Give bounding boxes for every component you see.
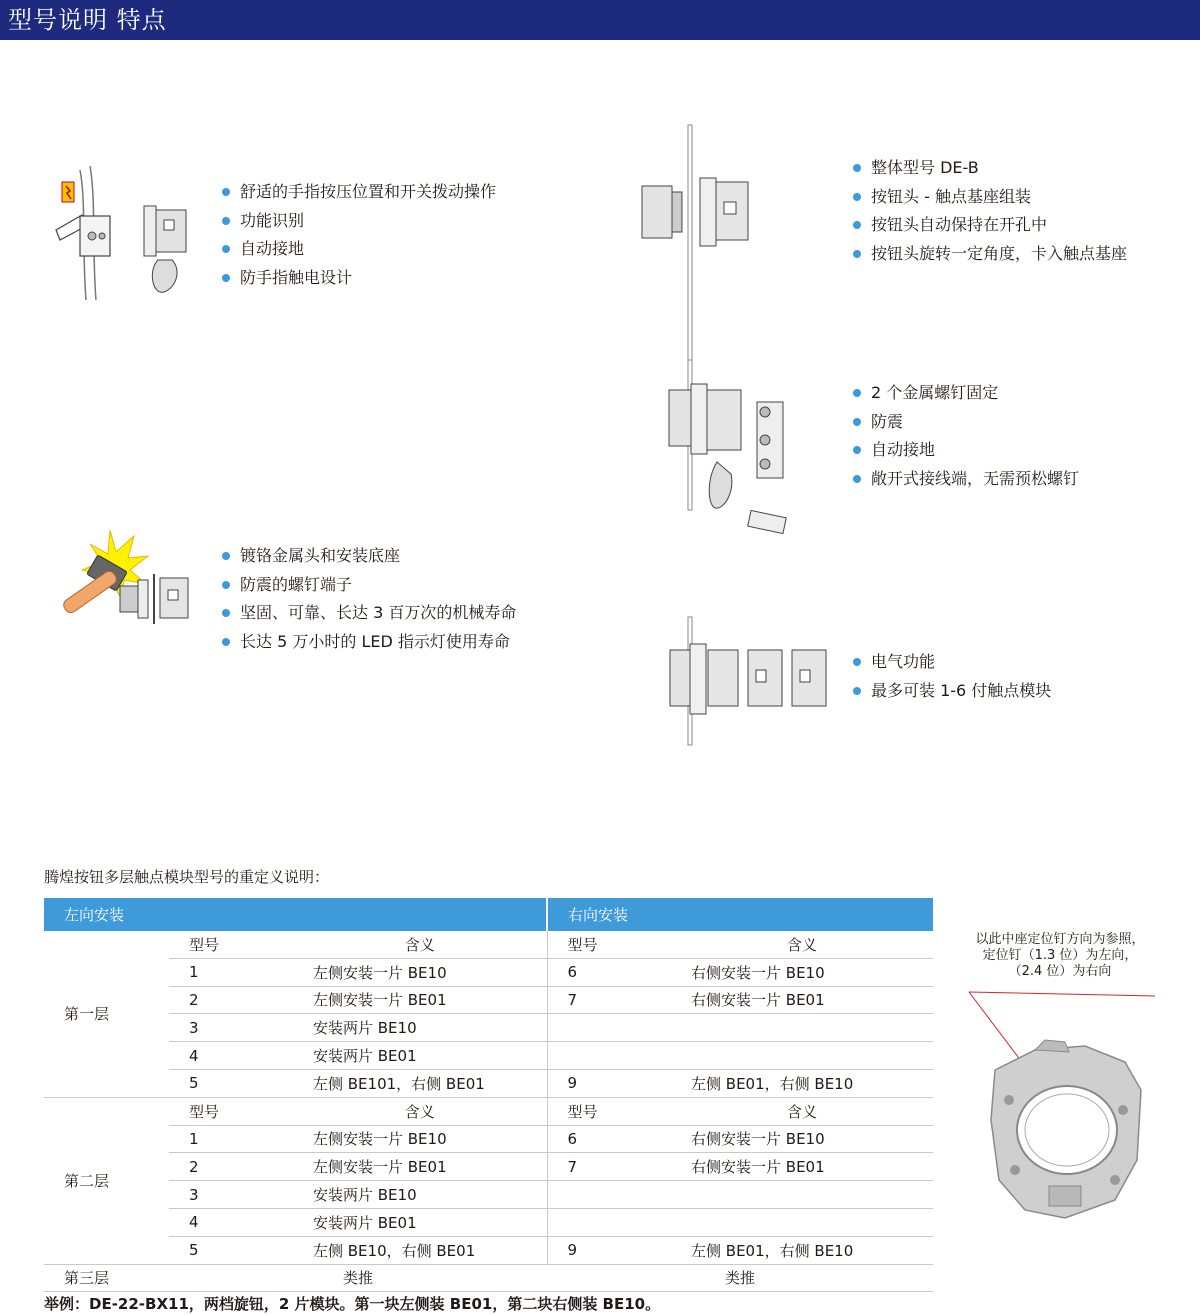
list-item: 自动接地 bbox=[851, 436, 1079, 465]
table-cell: 7 bbox=[547, 1153, 671, 1181]
table-cell: 左侧安装一片 BE10 bbox=[293, 958, 547, 986]
table-cell: 2 bbox=[169, 1153, 293, 1181]
list-item: 镀铬金属头和安装底座 bbox=[220, 542, 516, 571]
table-cell: 4 bbox=[169, 1042, 293, 1070]
table-cell: 类推 bbox=[169, 1264, 547, 1292]
table-cell bbox=[547, 1042, 671, 1070]
table-subheader-row bbox=[44, 931, 933, 958]
table-cell: 安装两片 BE10 bbox=[293, 1014, 547, 1042]
table-cell: 类推 bbox=[547, 1264, 933, 1292]
table-cell bbox=[547, 1181, 671, 1209]
list-item: 长达 5 万小时的 LED 指示灯使用寿命 bbox=[220, 628, 516, 657]
column-header: 含义 bbox=[293, 1097, 547, 1125]
table-subheader-row bbox=[44, 1097, 933, 1125]
list-item: 整体型号 DE-B bbox=[851, 154, 1127, 183]
table-cell: 1 bbox=[169, 958, 293, 986]
page-header bbox=[0, 0, 1200, 40]
table-cell: 左侧 BE01，右侧 BE10 bbox=[671, 1236, 933, 1264]
table-cell: 4 bbox=[169, 1208, 293, 1236]
table-row bbox=[44, 1069, 933, 1097]
finger-safe-illustration bbox=[52, 160, 192, 305]
list-item: 最多可装 1-6 付触点模块 bbox=[851, 677, 1051, 706]
feature-list-5 bbox=[851, 648, 1051, 705]
list-item: 敞开式接线端，无需预松螺钉 bbox=[851, 465, 1079, 494]
hammer-impact-illustration bbox=[50, 530, 190, 630]
layer-name: 第一层 bbox=[44, 931, 169, 1097]
column-header: 型号 bbox=[547, 1097, 671, 1125]
table-cell: 7 bbox=[547, 986, 671, 1014]
table-cell: 3 bbox=[169, 1014, 293, 1042]
table-cell bbox=[547, 1208, 671, 1236]
list-item: 自动接地 bbox=[220, 235, 496, 264]
list-item: 防震 bbox=[851, 408, 1079, 437]
feature-list-4 bbox=[851, 379, 1079, 493]
list-item: 按钮头自动保持在开孔中 bbox=[851, 211, 1127, 240]
list-item: 防手指触电设计 bbox=[220, 264, 496, 293]
table-cell bbox=[671, 1181, 933, 1209]
table-cell: 右侧安装一片 BE01 bbox=[671, 986, 933, 1014]
column-header: 型号 bbox=[547, 931, 671, 958]
table-cell bbox=[547, 1014, 671, 1042]
orientation-note bbox=[950, 932, 1170, 980]
table-body bbox=[44, 931, 933, 1264]
table-row bbox=[44, 986, 933, 1014]
column-header: 含义 bbox=[671, 1097, 933, 1125]
table-cell bbox=[671, 1042, 933, 1070]
table-cell: 右侧安装一片 BE01 bbox=[671, 1153, 933, 1181]
list-item: 防震的螺钉端子 bbox=[220, 571, 516, 600]
table-cell: 右侧安装一片 BE10 bbox=[671, 1125, 933, 1153]
list-item: 2 个金属螺钉固定 bbox=[851, 379, 1079, 408]
table-row bbox=[44, 1264, 933, 1292]
table-cell: 5 bbox=[169, 1069, 293, 1097]
note-line: 定位钉（1.3 位）为左向， bbox=[982, 948, 1138, 963]
table-row bbox=[44, 1181, 933, 1209]
list-item: 舒适的手指按压位置和开关拨动操作 bbox=[220, 178, 496, 207]
table-cell: 3 bbox=[169, 1181, 293, 1209]
feature-list-2 bbox=[220, 542, 516, 656]
column-header: 含义 bbox=[293, 931, 547, 958]
left-install-header: 左向安装 bbox=[44, 898, 547, 931]
table-cell: 5 bbox=[169, 1236, 293, 1264]
table-cell: 9 bbox=[547, 1236, 671, 1264]
table-cell bbox=[671, 1208, 933, 1236]
layer-name: 第二层 bbox=[44, 1097, 169, 1264]
table-cell: 左侧 BE101，右侧 BE01 bbox=[293, 1069, 547, 1097]
table-cell: 2 bbox=[169, 986, 293, 1014]
list-item: 功能识别 bbox=[220, 207, 496, 236]
table-row bbox=[44, 1236, 933, 1264]
table-cell: 安装两片 BE01 bbox=[293, 1208, 547, 1236]
table-cell: 左侧安装一片 BE01 bbox=[293, 986, 547, 1014]
table-row bbox=[44, 1125, 933, 1153]
table-cell: 右侧安装一片 BE10 bbox=[671, 958, 933, 986]
table-cell: 安装两片 BE10 bbox=[293, 1181, 547, 1209]
table-cell: 左侧安装一片 BE01 bbox=[293, 1153, 547, 1181]
list-item: 电气功能 bbox=[851, 648, 1051, 677]
table-cell: 6 bbox=[547, 1125, 671, 1153]
contact-modules-illustration bbox=[668, 640, 834, 720]
feature-list-3 bbox=[851, 154, 1127, 268]
table-cell: 左侧 BE10，右侧 BE01 bbox=[293, 1236, 547, 1264]
example-text: 举例：DE-22-BX11，两档旋钮，2 片模块。第一块左侧装 BE01，第二块右侧装 BE10。 bbox=[44, 1295, 661, 1313]
note-line: （2.4 位）为右向 bbox=[1008, 964, 1112, 979]
button-head-assembly-illustration bbox=[640, 172, 760, 252]
column-header: 型号 bbox=[169, 931, 293, 958]
feature-list-1 bbox=[220, 178, 496, 292]
table-cell: 左侧 BE01，右侧 BE10 bbox=[671, 1069, 933, 1097]
right-install-header: 右向安装 bbox=[547, 898, 933, 931]
table-cell: 9 bbox=[547, 1069, 671, 1097]
table-cell: 1 bbox=[169, 1125, 293, 1153]
column-header: 型号 bbox=[169, 1097, 293, 1125]
list-item: 坚固、可靠、长达 3 百万次的机械寿命 bbox=[220, 599, 516, 628]
layer-name: 第三层 bbox=[44, 1264, 169, 1292]
table-row bbox=[44, 958, 933, 986]
table-cell: 6 bbox=[547, 958, 671, 986]
table-row bbox=[44, 1042, 933, 1070]
table-row bbox=[44, 1208, 933, 1236]
table-row bbox=[44, 1153, 933, 1181]
table-header-row bbox=[44, 898, 933, 931]
contact-base-illustration bbox=[965, 990, 1160, 1230]
list-item: 按钮头 - 触点基座组装 bbox=[851, 183, 1127, 212]
table-intro: 腾煌按钮多层触点模块型号的重定义说明： bbox=[44, 868, 330, 886]
contact-module-table bbox=[44, 898, 933, 1292]
table-row bbox=[44, 1014, 933, 1042]
table-cell bbox=[671, 1014, 933, 1042]
screw-terminal-illustration bbox=[665, 380, 795, 540]
table-cell: 左侧安装一片 BE10 bbox=[293, 1125, 547, 1153]
column-header: 含义 bbox=[671, 931, 933, 958]
list-item: 按钮头旋转一定角度，卡入触点基座 bbox=[851, 240, 1127, 269]
page-title: 型号说明 特点 bbox=[8, 6, 167, 34]
table-cell: 安装两片 BE01 bbox=[293, 1042, 547, 1070]
note-line: 以此中座定位钉方向为参照， bbox=[975, 932, 1145, 947]
